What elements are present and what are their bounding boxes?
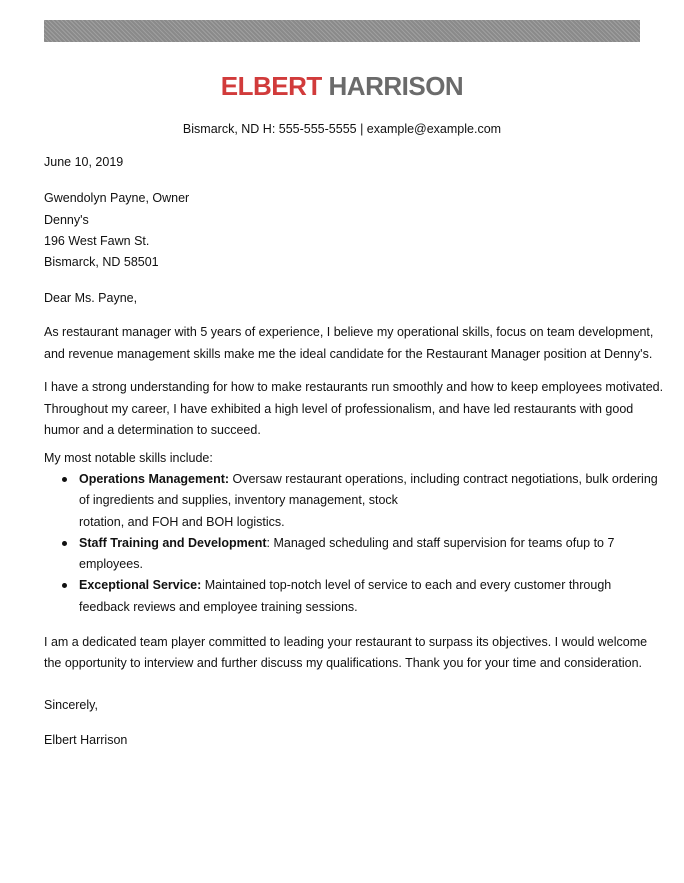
skill-1-title: Operations Management: [79, 472, 230, 486]
applicant-name [0, 70, 684, 102]
skill-2-line-2: employees. [79, 557, 143, 571]
paragraph-1-line-1: As restaurant manager with 5 years of experience, I believe my operational skills, focus on team development, [44, 325, 654, 339]
sign-off: Sincerely, [44, 698, 98, 712]
contact-info: Bismarck, ND H: 555-555-5555 | example@example.com [182, 122, 502, 136]
paragraph-2-line-1: I have a strong understanding for how to make restaurants run smoothly and how to keep employees motivated. [44, 380, 664, 394]
skill-1-description: Oversaw restaurant operations, including contract negotiations, bulk ordering [229, 472, 658, 486]
skill-2-title: Staff Training and Development [79, 536, 267, 550]
recipient-name-title: Gwendolyn Payne, Owner [44, 191, 190, 205]
last-name: HARRISON [328, 71, 464, 101]
skill-2-description: : Managed scheduling and staff supervision for teams ofup to 7 [266, 536, 615, 550]
skill-3-line-2: feedback reviews and employee training sessions. [79, 600, 358, 614]
closing-paragraph-line-1: I am a dedicated team player committed to leading your restaurant to surpass its objectives. I would welcome [44, 635, 648, 649]
letter-date: June 10, 2019 [44, 155, 124, 169]
bullet-dot [62, 477, 67, 482]
skill-1-line-3: rotation, and FOH and BOH logistics. [79, 515, 285, 529]
salutation: Dear Ms. Payne, [44, 291, 138, 305]
skill-3-description: Maintained top-notch level of service to each and every customer through [201, 578, 612, 592]
recipient-street: 196 West Fawn St. [44, 234, 150, 248]
closing-paragraph-line-2: the opportunity to interview and further discuss my qualifications. Thank you for your time and consideration. [44, 656, 642, 670]
paragraph-2-line-3: humor and a determination to succeed. [44, 423, 261, 437]
bullet-dot [62, 541, 67, 546]
recipient-city-state-zip: Bismarck, ND 58501 [44, 255, 159, 269]
skill-1-line-2: of ingredients and supplies, inventory management, stock [79, 493, 398, 507]
recipient-company: Denny's [44, 213, 89, 227]
paragraph-2-line-2: Throughout my career, I have exhibited a high level of professionalism, and have led restaurants with good [44, 402, 634, 416]
skills-intro: My most notable skills include: [44, 451, 213, 465]
signature: Elbert Harrison [44, 733, 128, 747]
bullet-dot [62, 583, 67, 588]
skill-3-line-1 [79, 577, 611, 593]
first-name: ELBERT [220, 71, 322, 101]
skill-1-line-1 [79, 471, 658, 487]
header-decorative-bar [44, 20, 640, 42]
skill-2-line-1 [79, 535, 614, 551]
skill-3-title: Exceptional Service: [79, 578, 202, 592]
paragraph-1-line-2: and revenue management skills make me the ideal candidate for the Restaurant Manager position at Denny's. [44, 347, 653, 361]
